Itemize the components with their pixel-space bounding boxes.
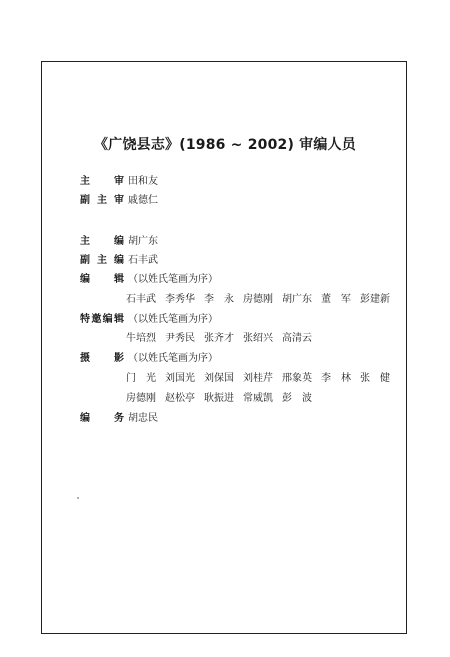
list-item: 董 军 <box>321 294 351 305</box>
role-label: 摄 影 <box>80 353 124 364</box>
order-note: （以姓氏笔画为序） <box>128 314 218 325</box>
list-item: 房德刚 <box>126 393 156 404</box>
list-item: 牛培烈 <box>126 333 156 344</box>
order-note: （以姓氏笔画为序） <box>128 274 218 285</box>
list-item: 邢象英 <box>282 373 312 384</box>
role-value: 胡忠民 <box>128 413 158 424</box>
list-item: 李秀华 <box>165 294 195 305</box>
photography-names-line-1 <box>126 373 390 385</box>
chief-reviewer-row <box>80 176 158 188</box>
role-value: 胡广东 <box>128 236 158 247</box>
list-item: 张齐才 <box>204 333 234 344</box>
list-item: 李 永 <box>204 294 234 305</box>
role-label: 主 编 <box>80 236 124 247</box>
role-value: 戚德仁 <box>128 195 158 206</box>
role-label: 副主审 <box>80 195 124 206</box>
role-label: 主 审 <box>80 176 124 187</box>
role-value: 田和友 <box>128 176 158 187</box>
list-item: 刘桂芹 <box>243 373 273 384</box>
list-item: 刘国光 <box>165 373 195 384</box>
chief-editor-row <box>80 236 158 248</box>
list-item: 李 林 <box>321 373 351 384</box>
list-item: 耿振进 <box>204 393 234 404</box>
page-title: 《广饶县志》(1986 ~ 2002) 审编人员 <box>94 137 356 153</box>
deputy-reviewer-row <box>80 195 158 207</box>
editorial-affairs-row <box>80 413 158 425</box>
photography-names-line-2 <box>126 393 312 405</box>
list-item: 赵松亭 <box>165 393 195 404</box>
list-item: 房德刚 <box>243 294 273 305</box>
role-label: 编 务 <box>80 413 124 424</box>
list-item: 石丰武 <box>126 294 156 305</box>
order-note: （以姓氏笔画为序） <box>128 353 218 364</box>
editing-staff-row <box>80 274 218 286</box>
list-item: 刘保国 <box>204 373 234 384</box>
role-label: 副主编 <box>80 255 124 266</box>
deputy-editor-row <box>80 255 158 267</box>
list-item: 彭 波 <box>282 393 312 404</box>
list-item: 彭建新 <box>360 294 390 305</box>
list-item: 张 健 <box>360 373 390 384</box>
scan-speck <box>77 497 79 499</box>
list-item: 常威凯 <box>243 393 273 404</box>
role-label: 特邀编辑 <box>80 314 124 325</box>
list-item: 尹秀民 <box>165 333 195 344</box>
list-item: 张绍兴 <box>243 333 273 344</box>
list-item: 胡广东 <box>282 294 312 305</box>
role-label: 编 辑 <box>80 274 124 285</box>
role-value: 石丰武 <box>128 255 158 266</box>
photography-row <box>80 353 218 365</box>
special-editors-row <box>80 314 218 326</box>
list-item: 门 光 <box>126 373 156 384</box>
editing-staff-names <box>126 294 390 306</box>
special-editors-names <box>126 333 312 345</box>
list-item: 高清云 <box>282 333 312 344</box>
